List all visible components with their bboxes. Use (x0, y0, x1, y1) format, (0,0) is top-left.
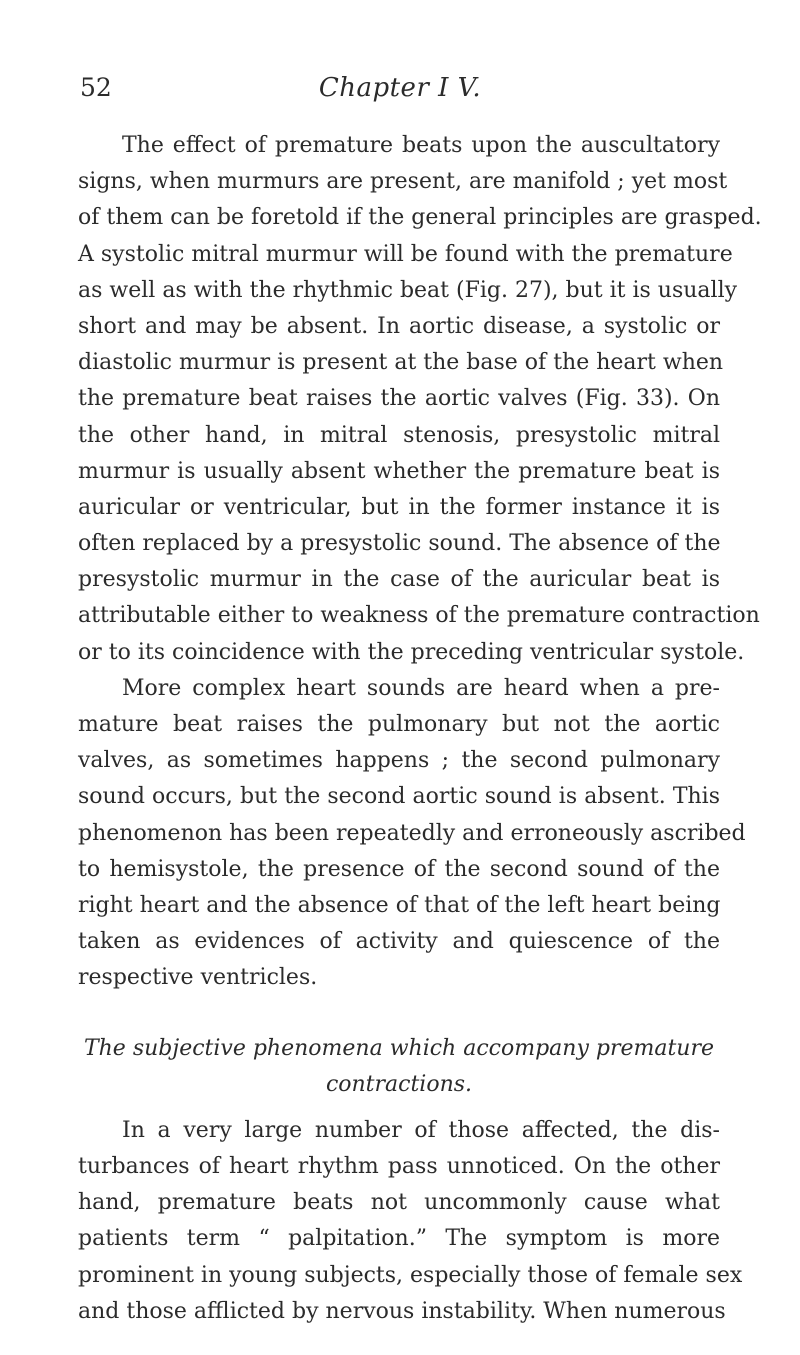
text-line: respective ventricles. (78, 965, 318, 991)
page-number: 52 (80, 73, 112, 102)
page-header (80, 66, 720, 110)
paragraph-complex-heart-sounds (78, 671, 746, 997)
text-line: auricular or ventricular, but in the former instance it is (78, 494, 720, 520)
text-line: often replaced by a presystolic sound. The absence of the (78, 531, 721, 557)
text-line: presystolic murmur in the case of the auricular beat is (78, 567, 720, 593)
text-line: short and may be absent. In aortic disease, a systolic or (78, 313, 720, 339)
running-head: Chapter I V. (318, 73, 482, 103)
text-line: diastolic murmur is present at the base of the heart when (78, 350, 724, 376)
text-line: to hemisystole, the presence of the second sound of the (78, 856, 720, 882)
text-line: of them can be foretold if the general principles are grasped. (78, 205, 762, 231)
text-line: turbances of heart rhythm pass unnoticed. On the other (78, 1154, 720, 1180)
section-spacer (78, 997, 720, 1031)
text-line: The effect of premature beats upon the auscultatory (122, 133, 720, 158)
text-line: hand, premature beats not uncommonly cause what (78, 1190, 720, 1216)
text-line: taken as evidences of activity and quiescence of the (78, 929, 720, 955)
text-line: signs, when murmurs are present, are manifold ; yet most (78, 169, 728, 195)
text-line: mature beat raises the pulmonary but not the aortic (78, 712, 720, 737)
paragraph-subjective-phenomena (78, 1113, 743, 1330)
section-heading-line: contractions. (325, 1071, 473, 1097)
text-line: or to its coincidence with the preceding ventricular systole. (78, 639, 745, 665)
text-line: A systolic mitral murmur will be found with the premature (78, 241, 733, 267)
paragraph-premature-beats-auscultation (78, 128, 762, 671)
text-line: and those afflicted by nervous instability. When numerous (78, 1298, 726, 1324)
body-text (78, 128, 762, 1330)
text-line: phenomenon has been repeatedly and erroneously ascribed (78, 820, 746, 846)
text-line: sound occurs, but the second aortic sound is absent. This (78, 784, 720, 810)
text-line: prominent in young subjects, especially those of female sex (78, 1262, 743, 1288)
section-heading (78, 1031, 720, 1103)
text-line: patients term “ palpitation.” The symptom is more (78, 1226, 720, 1252)
text-line: attributable either to weakness of the premature contraction (78, 603, 760, 629)
text-line: In a very large number of those affected, the dis- (122, 1117, 720, 1143)
text-line: the premature beat raises the aortic valves (Fig. 33). On (78, 386, 720, 412)
text-line: right heart and the absence of that of the left heart being (78, 892, 721, 918)
text-line: the other hand, in mitral stenosis, presystolic mitral (78, 422, 720, 448)
text-line: valves, as sometimes happens ; the second pulmonary (78, 748, 720, 774)
text-line: as well as with the rhythmic beat (Fig. 27), but it is usually (78, 277, 738, 303)
section-heading-line: The subjective phenomena which accompany premature (83, 1035, 715, 1061)
text-line: More complex heart sounds are heard when a pre- (122, 675, 720, 701)
text-line: murmur is usually absent whether the premature beat is (78, 458, 720, 484)
